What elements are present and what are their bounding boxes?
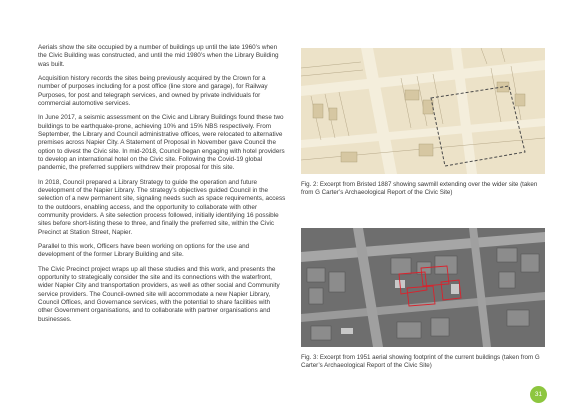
- paragraph-seismic: In June 2017, a seismic assessment on the Civic and Library Buildings found these two buildings to be earthquake-prone, achieving 10% and 15% NBS respectively. From September, the Library and Council administrative offices, were relocated to alternative premises across Napier City. A Statement of Proposal in November gave Council the option to divest the Civic site. In mid-2018, Council began engaging with hotel providers to develop an international hotel on the Civic site. Following the Covid-19 global pandemic, the preferred suppliers withdrew their proposal for this site.: [38, 114, 285, 172]
- figure-2-caption: Fig. 2: Excerpt from Bristed 1887 showing sawmill extending over the wider site (taken from G Carter’s Archaeological Report of the Civic Site): [301, 181, 538, 197]
- page-number: 31: [530, 386, 547, 403]
- paragraph-civic-precinct: The Civic Precinct project wraps up all these studies and this work, and presents the opportunity to strategically consider the site and its connections with the waterfront, wider Napier City and transportation providers, as well as other social and Community service providers. The Council-owned site will accommodate a new Napier Library, Council Offices, and Governance services, with the potential to share facilities with other Government organisations, and to collaborate with partner organisations and businesses.: [38, 265, 280, 323]
- figure-3-caption: Fig. 3: Excerpt from 1951 aerial showing footprint of the current buildings (taken from G Carter’s Archaeological Report of the Civic Site): [301, 354, 540, 370]
- aerial-1951-image: [301, 228, 545, 347]
- paragraph-aerials: Aerials show the site occupied by a number of buildings up until the late 1960’s when the Civic Building was constructed, and until the mid 1980’s when the Library Building was built.: [38, 44, 279, 68]
- paragraph-library-strategy: In 2018, Council prepared a Library Strategy to guide the operation and future development of the Napier Library. The strategy’s objectives guided Council in the selection of a new permanent site, signaling needs such as space requirements, access to the outdoors, enabling access, and the opportunity to collaborate with other community providers. A site selection process followed, initially identifying 16 possible sites before short-listing these to three, and finally the preferred site, within the Civic Precinct at Station Street, Napier.: [38, 178, 286, 236]
- paragraph-parallel-work: Parallel to this work, Officers have been working on options for the use and development of the former Library Building and site.: [38, 242, 250, 259]
- paragraph-acquisition: Acquisition history records the sites being previously acquired by the Crown for a number of purposes including for a post office (line store and garage), for Railway Purposes, for post and telegraph services, and owned by private individuals for commercial automotive services.: [38, 75, 268, 107]
- bristed-1887-map-image: [301, 48, 545, 174]
- body-text: [38, 44, 286, 330]
